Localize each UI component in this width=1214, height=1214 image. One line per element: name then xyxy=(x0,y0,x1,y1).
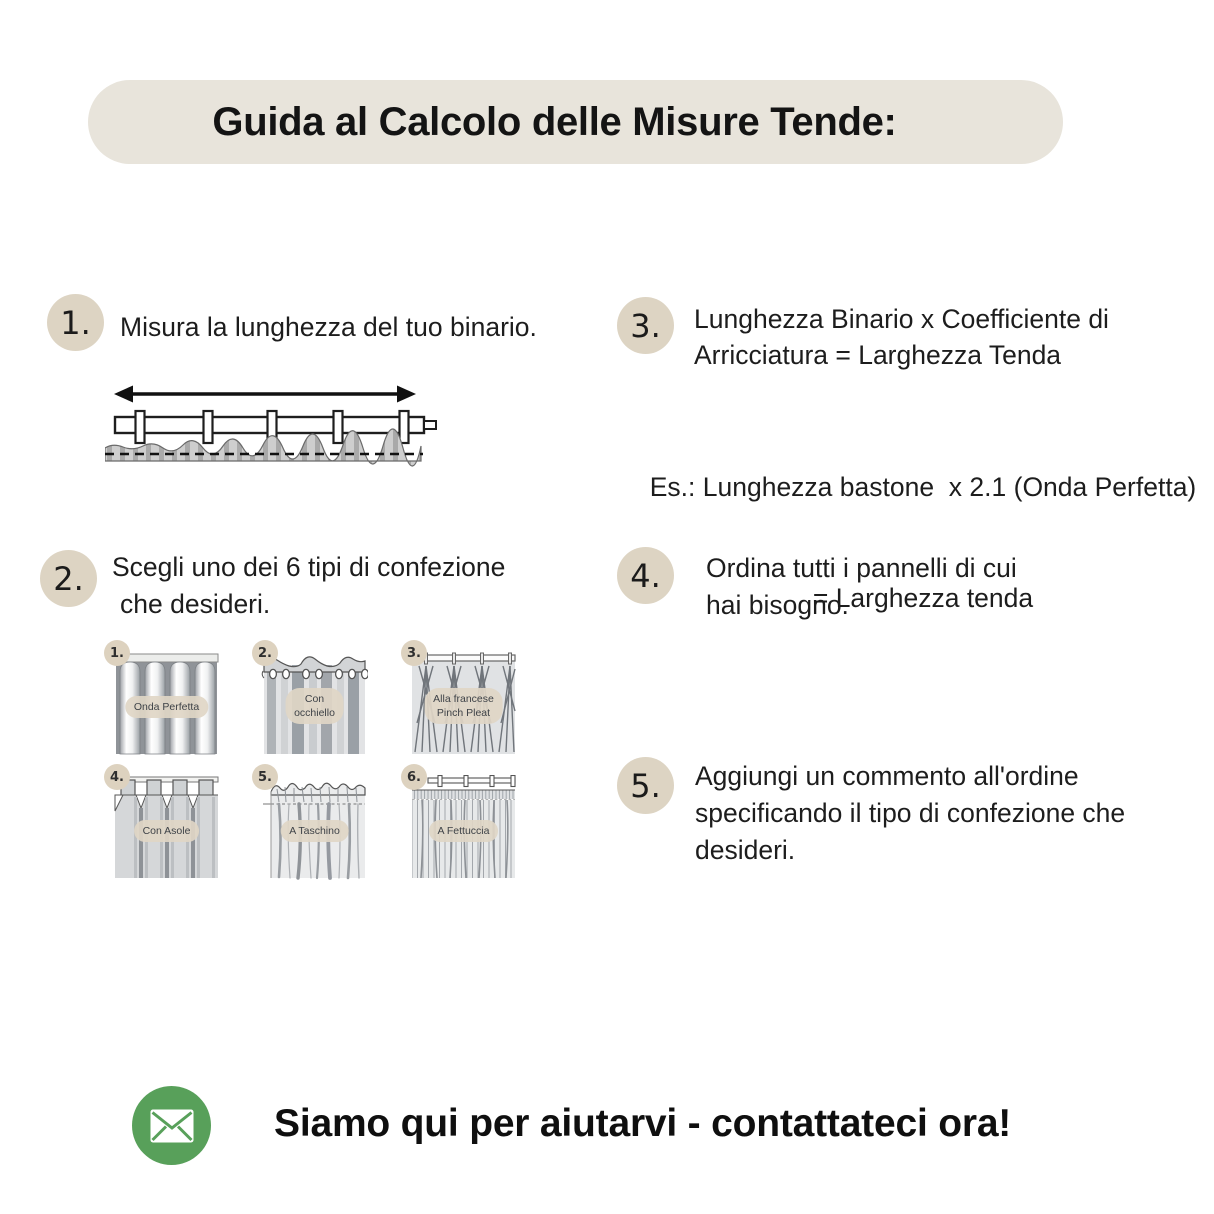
curtain-type-a-fettuccia xyxy=(407,769,520,884)
step-3-line-2: Arricciatura = Larghezza Tenda xyxy=(694,340,1062,370)
step-2-line-2: che desideri. xyxy=(120,589,271,619)
step-2-line-1: Scegli uno dei 6 tipi di confezione xyxy=(112,552,506,582)
curtain-type-5-badge: 5. xyxy=(252,764,278,790)
step-5-line-1: Aggiungi un commento all'ordine xyxy=(695,761,1079,791)
step-5-number: 5. xyxy=(617,757,674,814)
step-4-text xyxy=(706,550,1017,624)
curtain-type-alla-francese xyxy=(407,645,520,760)
step-1-text: Misura la lunghezza del tuo binario. xyxy=(120,312,537,342)
curtain-type-5-label: A Taschino xyxy=(280,820,349,842)
track-measurement-illustration xyxy=(105,381,450,467)
step-4-line-2: hai bisogno. xyxy=(706,590,849,620)
step-2-number: 2. xyxy=(40,550,97,607)
measure-arrow xyxy=(114,386,416,403)
step-4-line-1: Ordina tutti i pannelli di cui xyxy=(706,553,1017,583)
curtain-type-3-label: Alla francese Pinch Pleat xyxy=(424,688,503,724)
curtain-type-2-label: Con occhiello xyxy=(285,688,344,724)
curtain-type-2-badge: 2. xyxy=(252,640,278,666)
step-5-text xyxy=(695,758,1185,869)
curtain-type-1-badge: 1. xyxy=(104,640,130,666)
curtain-type-6-label: A Fettuccia xyxy=(429,820,499,842)
curtain-type-onda-perfetta xyxy=(110,645,223,760)
curtain-type-con-occhiello xyxy=(258,645,371,760)
page-title: Guida al Calcolo delle Misure Tende: xyxy=(212,99,897,144)
curtain-type-6-badge: 6. xyxy=(401,764,427,790)
step-3-text xyxy=(694,301,1109,373)
step-3-example xyxy=(640,395,1206,691)
fabric-band xyxy=(105,429,423,466)
envelope-icon xyxy=(149,1108,195,1144)
curtain-type-1-label: Onda Perfetta xyxy=(125,696,208,718)
step-4-number: 4. xyxy=(617,547,674,604)
curtain-type-con-asole xyxy=(110,769,223,884)
contact-icon-circle xyxy=(132,1086,211,1165)
step-3-line-1: Lunghezza Binario x Coefficiente di xyxy=(694,304,1109,334)
step-1-number: 1. xyxy=(47,294,104,351)
curtain-type-4-badge: 4. xyxy=(104,764,130,790)
step-2-text xyxy=(112,549,505,623)
step-5-line-2: specificando il tipo di confezione che xyxy=(695,798,1126,828)
step-3-number: 3. xyxy=(617,297,674,354)
curtain-type-a-taschino xyxy=(258,769,371,884)
footer-contact-text: Siamo qui per aiutarvi - contattateci ora! xyxy=(274,1102,1012,1145)
curtain-type-3-badge: 3. xyxy=(401,640,427,666)
title-banner xyxy=(88,80,1063,164)
step-3-example-line-1: Es.: Lunghezza bastone x 2.1 (Onda Perfetta) xyxy=(649,472,1197,502)
step-3-example-line-2: = Larghezza tenda xyxy=(812,583,1034,613)
step-5-line-3: desideri. xyxy=(695,835,796,865)
curtain-type-4-label: Con Asole xyxy=(134,820,200,842)
